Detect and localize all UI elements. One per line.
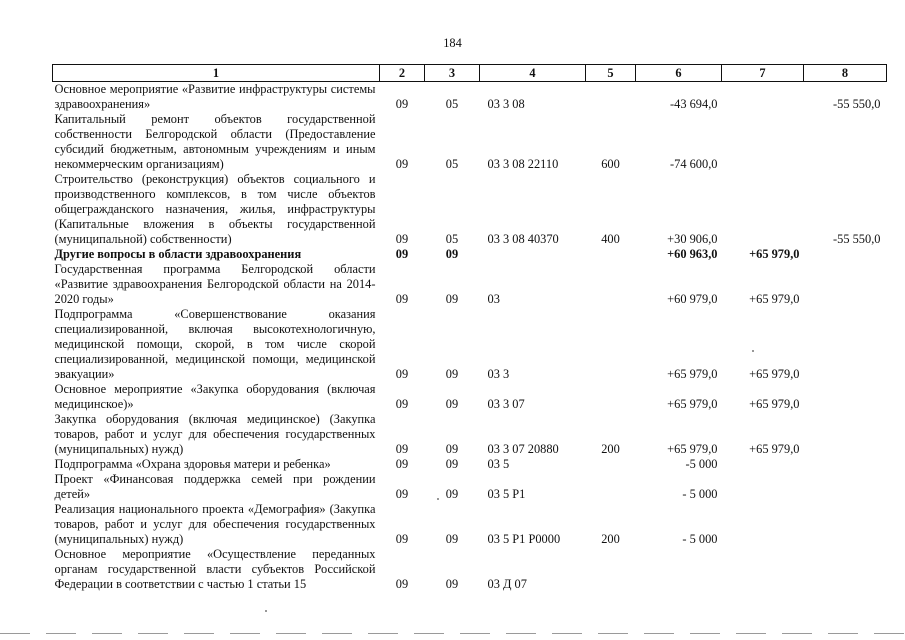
cell-target-article: 03 Д 07: [487, 577, 527, 591]
page-number: 184: [443, 36, 462, 50]
table-row: [53, 82, 887, 113]
table-row: [53, 382, 887, 412]
cell-name: Проект «Финансовая поддержка семей при рождении детей»: [54, 472, 376, 501]
cell-amount-1: +30 906,0: [667, 232, 718, 246]
cell-subsection: 09: [445, 397, 459, 411]
table-row: [53, 412, 887, 457]
scan-speck: [437, 498, 439, 500]
cell-expense-type: [586, 247, 636, 262]
scan-speck: [265, 610, 267, 612]
cell-amount-2: +65 979,0: [749, 367, 800, 381]
cell-expense-type: [586, 382, 636, 412]
cell-target-article: 03 5: [487, 457, 510, 471]
cell-amount-3: -55 550,0: [833, 97, 881, 111]
cell-subsection: 09: [445, 247, 459, 261]
header-col-amount-1: 6: [636, 65, 722, 82]
cell-amount-3: [804, 307, 887, 382]
cell-expense-type: [586, 472, 636, 502]
cell-section: 09: [395, 577, 409, 591]
cell-subsection: 09: [445, 487, 459, 501]
header-col-amount-2: 7: [722, 65, 804, 82]
cell-subsection: 05: [445, 157, 459, 171]
table-row: [53, 502, 887, 547]
cell-target-article: 03 3 08 22110: [487, 157, 559, 171]
cell-name: Подпрограмма «Совершенствование оказания специализированной, включая высокотехнологичную, медицинской помощи, скорой, в том числе скорой специализированной, медицинской помощи, медицинской эвакуации»: [54, 307, 376, 381]
header-col-name: 1: [53, 65, 380, 82]
cell-expense-type: 400: [601, 232, 620, 246]
cell-expense-type: 200: [601, 442, 620, 456]
cell-amount-3: [804, 112, 887, 172]
cell-target-article: 03 5 P1 P0000: [487, 532, 561, 546]
cell-amount-1: +65 979,0: [667, 397, 718, 411]
cell-amount-2: +65 979,0: [749, 442, 800, 456]
header-col-amount-3: 8: [804, 65, 887, 82]
cell-name: Подпрограмма «Охрана здоровья матери и ребенка»: [54, 457, 331, 471]
cell-section: 09: [395, 397, 409, 411]
cell-amount-2: [722, 82, 804, 113]
cell-name: Основное мероприятие «Осуществление переданных органам государственной власти субъектов Российской Федерации в соответствии с частью 1 статьи 15: [54, 547, 376, 591]
cell-expense-type: [586, 82, 636, 113]
cell-subsection: 09: [445, 532, 459, 546]
cell-name: Основное мероприятие «Закупка оборудования (включая медицинское)»: [54, 382, 376, 411]
table-row: [53, 262, 887, 307]
cell-name: Основное мероприятие «Развитие инфраструктуры системы здравоохранения»: [54, 82, 376, 111]
table-row: [53, 247, 887, 262]
scan-speck: [752, 350, 754, 352]
table-row: [53, 457, 887, 472]
cell-amount-2: [722, 547, 804, 592]
header-col-target-article: 4: [480, 65, 586, 82]
cell-section: 09: [395, 232, 409, 246]
table-body: [53, 82, 887, 593]
cell-target-article: [480, 247, 586, 262]
cell-target-article: 03 3: [487, 367, 510, 381]
cell-section: 09: [395, 157, 409, 171]
cell-subsection: 09: [445, 292, 459, 306]
cell-amount-1: [636, 547, 722, 592]
cell-amount-3: [804, 247, 887, 262]
header-col-subsection: 3: [425, 65, 480, 82]
cell-name: Реализация национального проекта «Демография» (Закупка товаров, работ и услуг для обеспечения государственных (муниципальных) нужд): [54, 502, 376, 546]
cell-expense-type: [586, 262, 636, 307]
cell-expense-type: 200: [601, 532, 620, 546]
cell-subsection: 09: [445, 457, 459, 471]
cell-amount-2: [722, 457, 804, 472]
cell-amount-2: +65 979,0: [749, 292, 800, 306]
cell-section: 09: [395, 247, 409, 261]
cell-name: Закупка оборудования (включая медицинское) (Закупка товаров, работ и услуг для обеспечения государственных (муниципальных) нужд): [54, 412, 376, 456]
cell-section: 09: [395, 532, 409, 546]
cell-amount-1: +60 979,0: [667, 292, 718, 306]
cell-amount-1: +65 979,0: [667, 442, 718, 456]
cell-expense-type: [586, 547, 636, 592]
cell-expense-type: [586, 457, 636, 472]
table-row: [53, 547, 887, 592]
cell-amount-2: [722, 112, 804, 172]
cell-target-article: 03 3 08: [487, 97, 525, 111]
cell-amount-1: - 5 000: [682, 487, 718, 501]
cell-amount-3: [804, 502, 887, 547]
cell-section: 09: [395, 457, 409, 471]
cell-subsection: 05: [445, 232, 459, 246]
cell-amount-1: -5 000: [685, 457, 718, 471]
cell-amount-3: [804, 472, 887, 502]
cell-section: 09: [395, 292, 409, 306]
cell-target-article: 03 5 P1: [487, 487, 526, 501]
cell-section: 09: [395, 97, 409, 111]
cell-amount-2: +65 979,0: [749, 247, 800, 261]
cell-section: 09: [395, 487, 409, 501]
cell-expense-type: [586, 307, 636, 382]
cell-name: Государственная программа Белгородской области «Развитие здравоохранения Белгородской области на 2014-2020 годы»: [54, 262, 376, 306]
cell-target-article: 03 3 07: [487, 397, 525, 411]
header-row: [53, 65, 887, 82]
cell-name: Другие вопросы в области здравоохранения: [54, 247, 302, 261]
cell-amount-1: -74 600,0: [670, 157, 718, 171]
cell-subsection: 05: [445, 97, 459, 111]
cell-amount-3: [804, 262, 887, 307]
budget-table: [52, 64, 887, 592]
cell-name: Капитальный ремонт объектов государственной собственности Белгородской области (Предоставление субсидий бюджетным, автономным учреждениям и иным некоммерческим организациям): [54, 112, 376, 171]
table-row: [53, 172, 887, 247]
cell-amount-3: [804, 547, 887, 592]
table-row: [53, 112, 887, 172]
cell-amount-3: [804, 457, 887, 472]
cell-target-article: 03 3 08 40370: [487, 232, 559, 246]
cell-amount-3: [804, 382, 887, 412]
header-col-expense-type: 5: [586, 65, 636, 82]
cell-expense-type: 600: [601, 157, 620, 171]
cell-subsection: 09: [445, 367, 459, 381]
cell-section: 09: [395, 442, 409, 456]
cell-amount-2: [722, 502, 804, 547]
cell-amount-2: [722, 472, 804, 502]
cell-amount-1: +65 979,0: [667, 367, 718, 381]
table-row: [53, 307, 887, 382]
cell-subsection: 09: [445, 577, 459, 591]
cell-amount-1: - 5 000: [682, 532, 718, 546]
cell-amount-1: +60 963,0: [667, 247, 718, 261]
header-col-section: 2: [380, 65, 425, 82]
scan-bottom-edge: [0, 633, 905, 634]
cell-target-article: 03: [487, 292, 500, 306]
table-row: [53, 472, 887, 502]
cell-amount-3: -55 550,0: [833, 232, 881, 246]
cell-amount-3: [804, 412, 887, 457]
cell-amount-2: [722, 172, 804, 247]
cell-target-article: 03 3 07 20880: [487, 442, 559, 456]
cell-subsection: 09: [445, 442, 459, 456]
table-header: [53, 65, 887, 82]
cell-name: Строительство (реконструкция) объектов социального и производственного комплексов, в том числе объектов общегражданского назначения, жилья, инфраструктуры (Капитальные вложения в объекты государственной (муниципальной) собственности): [54, 172, 376, 246]
cell-amount-2: +65 979,0: [749, 397, 800, 411]
cell-amount-1: -43 694,0: [670, 97, 718, 111]
cell-section: 09: [395, 367, 409, 381]
